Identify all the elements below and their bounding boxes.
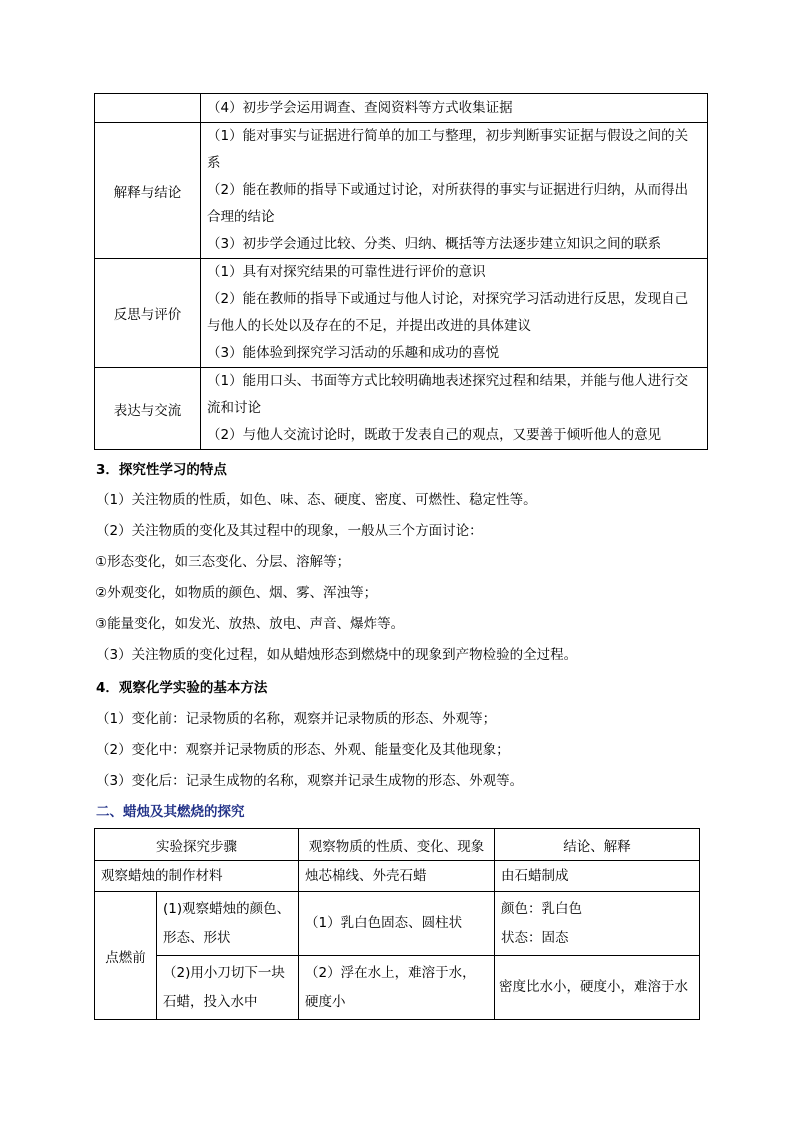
section4-item: （3）变化后：记录生成物的名称，观察并记录生成物的形态、外观等。 bbox=[96, 773, 524, 789]
header-observation: 观察物质的性质、变化、现象 bbox=[308, 838, 485, 855]
section3-item: （3）关注物质的变化过程，如从蜡烛形态到燃烧中的现象到产物检验的全过程。 bbox=[96, 647, 578, 663]
sub1-conclusion-line: 颜色：乳白色 bbox=[501, 900, 582, 917]
content-line: （3）能体验到探究学习活动的乐趣和成功的喜悦 bbox=[207, 345, 500, 361]
sub2-observation-line: （2）浮在水上，难溶于水， bbox=[305, 964, 476, 981]
table2-cell bbox=[299, 861, 495, 892]
header-cell bbox=[495, 829, 700, 861]
section3-heading: 3．探究性学习的特点 bbox=[96, 462, 227, 478]
section3-item: （1）关注物质的性质，如色、味、态、硬度、密度、可燃性、稳定性等。 bbox=[96, 492, 537, 508]
content-line: （3）初步学会通过比较、分类、归纳、概括等方法逐步建立知识之间的联系 bbox=[207, 236, 662, 252]
table1-label-cell bbox=[95, 123, 201, 259]
row-label: 反思与评价 bbox=[113, 307, 182, 323]
header-step: 实验探究步骤 bbox=[156, 838, 237, 855]
row-label: 解释与结论 bbox=[113, 184, 182, 201]
row1-step: 观察蜡烛的制作材料 bbox=[101, 867, 223, 884]
inquiry-elements-table bbox=[94, 93, 708, 450]
sub2-step-line: 石蜡，投入水中 bbox=[163, 993, 258, 1010]
table1-label-cell bbox=[95, 368, 201, 450]
table2-cell bbox=[495, 861, 700, 892]
row-label: 表达与交流 bbox=[113, 402, 182, 419]
content-line: （1）具有对探究结果的可靠性进行评价的意识 bbox=[207, 264, 486, 280]
table2-cell bbox=[495, 956, 700, 1020]
content-line: （2）能在教师的指导下或通过讨论，对所获得的事实与证据进行归纳，从而得出 bbox=[207, 182, 689, 198]
section3-item: ①形态变化，如三态变化、分层、溶解等； bbox=[95, 554, 351, 570]
table1-content-cell bbox=[201, 368, 708, 450]
table2-cell bbox=[95, 861, 299, 892]
row1-observation: 烛芯棉线、外壳石蜡 bbox=[305, 867, 427, 884]
table1-label-cell bbox=[95, 94, 201, 123]
sub2-observation-line: 硬度小 bbox=[305, 993, 346, 1010]
sub1-observation: （1）乳白色固态、圆柱状 bbox=[305, 915, 463, 931]
table1-label-cell bbox=[95, 259, 201, 368]
candle-experiment-table bbox=[94, 828, 700, 1020]
content-line: （1）能对事实与证据进行简单的加工与整理，初步判断事实证据与假设之间的关 bbox=[207, 128, 689, 144]
group-label-cell bbox=[95, 892, 157, 1020]
header-cell bbox=[299, 829, 495, 861]
table1-content-cell bbox=[201, 259, 708, 368]
sub1-step-line: 形态、形状 bbox=[163, 929, 231, 946]
content-line: 流和讨论 bbox=[207, 400, 261, 416]
sub2-conclusion: 密度比水小，硬度小，难溶于水 bbox=[499, 979, 688, 995]
section3-item: （2）关注物质的变化及其过程中的现象，一般从三个方面讨论： bbox=[96, 523, 483, 539]
section4-item: （2）变化中：观察并记录物质的形态、外观、能量变化及其他现象； bbox=[96, 742, 510, 758]
table2-cell bbox=[299, 956, 495, 1020]
table2-cell bbox=[495, 892, 700, 956]
content-line: （1）能用口头、书面等方式比较明确地表述探究过程和结果，并能与他人进行交 bbox=[207, 373, 689, 389]
table2-cell bbox=[157, 956, 299, 1020]
section4-heading: 4．观察化学实验的基本方法 bbox=[96, 680, 268, 696]
sub1-conclusion-line: 状态：固态 bbox=[501, 929, 569, 946]
section3-item: ②外观变化，如物质的颜色、烟、雾、浑浊等； bbox=[95, 585, 378, 601]
group-label: 点燃前 bbox=[105, 949, 146, 966]
sub2-step-line: （2)用小刀切下一块 bbox=[163, 964, 285, 981]
table1-top-cell bbox=[201, 94, 708, 123]
content-line: （2）能在教师的指导下或通过与他人讨论，对探究学习活动进行反思，发现自己 bbox=[207, 291, 689, 307]
content-line: 合理的结论 bbox=[207, 209, 275, 225]
header-cell bbox=[95, 829, 299, 861]
sub1-step-line: (1)观察蜡烛的颜色、 bbox=[163, 900, 291, 917]
section-two-heading: 二、蜡烛及其燃烧的探究 bbox=[96, 804, 245, 820]
content-line: （2）与他人交流讨论时，既敢于发表自己的观点，又要善于倾听他人的意见 bbox=[207, 427, 662, 443]
row1-conclusion: 由石蜡制成 bbox=[501, 867, 569, 884]
table1-top-text: （4）初步学会运用调查、查阅资料等方式收集证据 bbox=[207, 99, 513, 116]
header-conclusion: 结论、解释 bbox=[563, 838, 631, 855]
section3-item: ③能量变化，如发光、放热、放电、声音、爆炸等。 bbox=[95, 616, 405, 632]
content-line: 系 bbox=[207, 155, 221, 171]
table2-cell bbox=[157, 892, 299, 956]
table1-content-cell bbox=[201, 123, 708, 259]
section4-item: （1）变化前：记录物质的名称，观察并记录物质的形态、外观等； bbox=[96, 711, 497, 727]
content-line: 与他人的长处以及存在的不足，并提出改进的具体建议 bbox=[207, 318, 531, 334]
table2-cell bbox=[299, 892, 495, 956]
